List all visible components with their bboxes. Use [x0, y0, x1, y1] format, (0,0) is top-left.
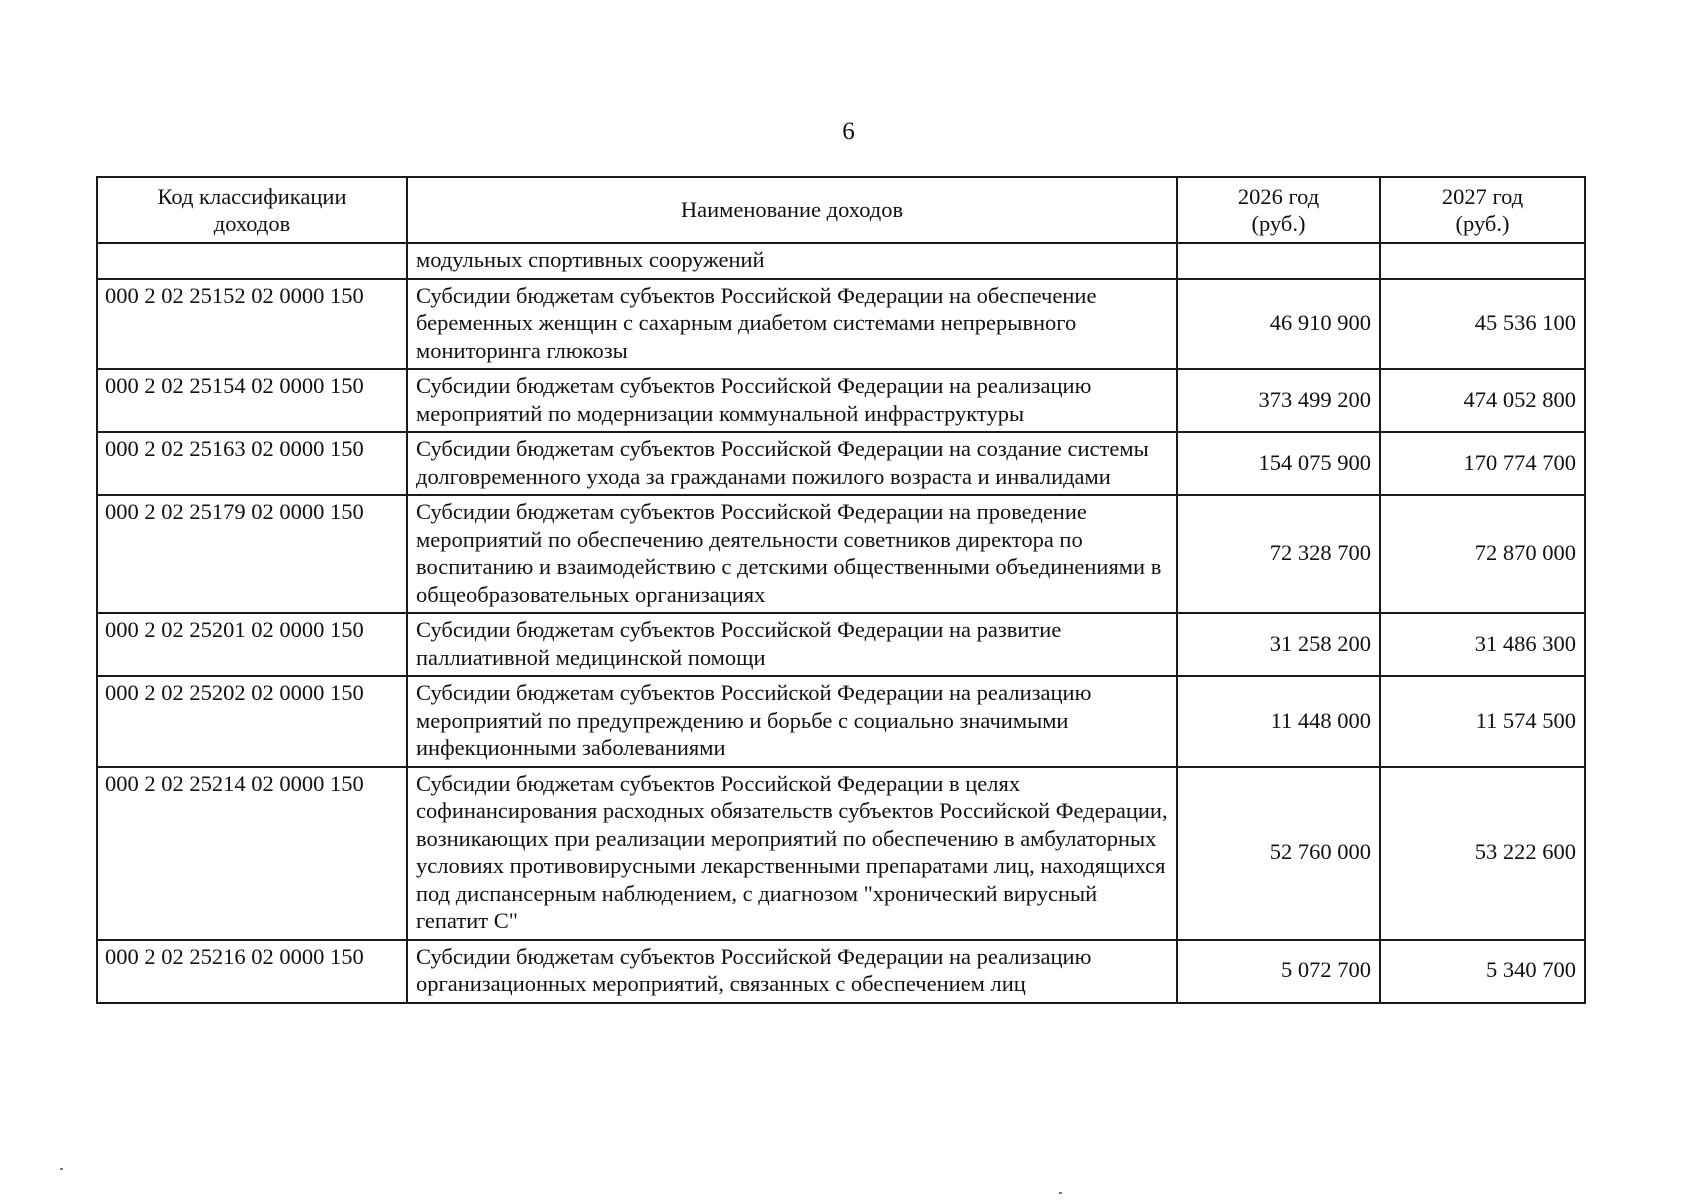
table-header [97, 177, 1585, 243]
table-row [97, 495, 1585, 613]
table-row [97, 369, 1585, 432]
row-2027-amount: 31 486 300 [1380, 613, 1585, 676]
table-row [97, 279, 1585, 370]
row-2026-amount [1177, 243, 1380, 279]
row-code: 000 2 02 25202 02 0000 150 [97, 676, 407, 767]
row-2026-amount: 154 075 900 [1177, 432, 1380, 495]
row-code: 000 2 02 25152 02 0000 150 [97, 279, 407, 370]
header-2027 [1380, 177, 1585, 243]
row-name: Субсидии бюджетам субъектов Российской Федерации на обеспечение беременных женщин с сахарным диабетом системами непрерывного мониторинга глюкозы [407, 279, 1177, 370]
table-row [97, 613, 1585, 676]
row-2027-amount [1380, 243, 1585, 279]
header-2026 [1177, 177, 1380, 243]
scan-speck [1059, 1192, 1062, 1194]
header-row [97, 177, 1585, 243]
row-2026-amount: 72 328 700 [1177, 495, 1380, 613]
row-2027-amount: 45 536 100 [1380, 279, 1585, 370]
table-row [97, 432, 1585, 495]
header-code [97, 177, 407, 243]
row-name: Субсидии бюджетам субъектов Российской Федерации на реализацию мероприятий по модернизации коммунальной инфраструктуры [407, 369, 1177, 432]
revenue-table [96, 176, 1586, 1004]
row-2027-amount: 11 574 500 [1380, 676, 1585, 767]
header-2027-line2: (руб.) [1455, 211, 1510, 236]
header-2026-line1: 2026 год [1237, 183, 1320, 209]
row-code: 000 2 02 25163 02 0000 150 [97, 432, 407, 495]
row-2026-amount: 46 910 900 [1177, 279, 1380, 370]
row-code: 000 2 02 25179 02 0000 150 [97, 495, 407, 613]
header-name: Наименование доходов [407, 177, 1177, 243]
row-code: 000 2 02 25154 02 0000 150 [97, 369, 407, 432]
table-row [97, 243, 1585, 279]
row-name: Субсидии бюджетам субъектов Российской Федерации на проведение мероприятий по обеспечению деятельности советников директора по воспитанию и взаимодействию с детскими общественными объединениями в общеобразовательных организациях [407, 495, 1177, 613]
row-name: Субсидии бюджетам субъектов Российской Федерации на реализацию мероприятий по предупреждению и борьбе с социально значимыми инфекционными заболеваниями [407, 676, 1177, 767]
row-name: Субсидии бюджетам субъектов Российской Федерации в целях софинансирования расходных обязательств субъектов Российской Федерации, возникающих при реализации мероприятий по обеспечению в амбулаторных условиях противовирусными лекарственными препаратами лиц, находящихся под диспансерным наблюдением, с диагнозом "хронический вирусный гепатит С" [407, 767, 1177, 940]
row-2026-amount: 373 499 200 [1177, 369, 1380, 432]
row-2027-amount: 5 340 700 [1380, 940, 1585, 1003]
row-2026-amount: 31 258 200 [1177, 613, 1380, 676]
row-name: Субсидии бюджетам субъектов Российской Федерации на создание системы долговременного ухода за гражданами пожилого возраста и инвалидами [407, 432, 1177, 495]
row-code: 000 2 02 25216 02 0000 150 [97, 940, 407, 1003]
row-code [97, 243, 407, 279]
row-2027-amount: 53 222 600 [1380, 767, 1585, 940]
row-name: Субсидии бюджетам субъектов Российской Федерации на реализацию организационных мероприятий, связанных с обеспечением лиц [407, 940, 1177, 1003]
row-2026-amount: 5 072 700 [1177, 940, 1380, 1003]
table-row [97, 940, 1585, 1003]
row-2027-amount: 474 052 800 [1380, 369, 1585, 432]
table-row [97, 676, 1585, 767]
row-code: 000 2 02 25214 02 0000 150 [97, 767, 407, 940]
row-name: Субсидии бюджетам субъектов Российской Федерации на развитие паллиативной медицинской помощи [407, 613, 1177, 676]
header-code-line2: доходов [213, 211, 291, 236]
row-name: модульных спортивных сооружений [407, 243, 1177, 279]
row-code: 000 2 02 25201 02 0000 150 [97, 613, 407, 676]
scan-speck [60, 1168, 63, 1170]
header-code-line1: Код классификации [157, 183, 347, 209]
table-row [97, 767, 1585, 940]
row-2026-amount: 11 448 000 [1177, 676, 1380, 767]
page-number: 6 [842, 118, 855, 145]
row-2027-amount: 72 870 000 [1380, 495, 1585, 613]
header-2026-line2: (руб.) [1251, 211, 1306, 236]
header-2027-line1: 2027 год [1441, 183, 1524, 209]
row-2026-amount: 52 760 000 [1177, 767, 1380, 940]
table-body [97, 243, 1585, 1003]
row-2027-amount: 170 774 700 [1380, 432, 1585, 495]
